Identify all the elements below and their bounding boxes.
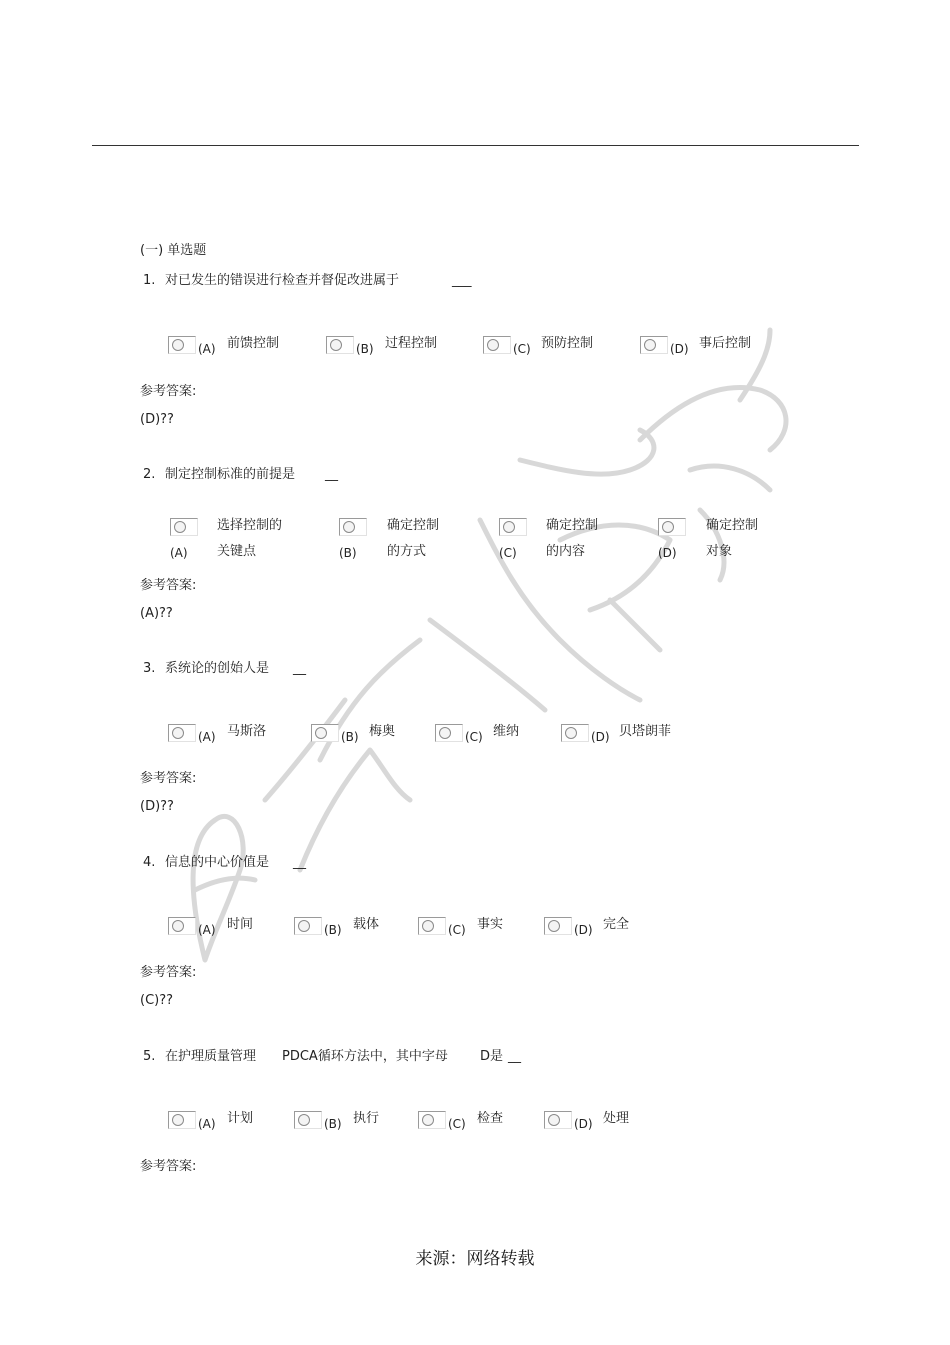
radio-option-a[interactable] [170, 518, 198, 536]
radio-option-b[interactable] [326, 336, 354, 354]
radio-option-b[interactable] [339, 518, 367, 536]
option-letter: (C) [499, 546, 517, 560]
option-letter: (A) [198, 730, 216, 744]
radio-option-d[interactable] [640, 336, 668, 354]
radio-option-b[interactable] [294, 1111, 322, 1129]
option-text-line2: 的内容 [546, 544, 586, 559]
option-letter: (B) [356, 342, 374, 356]
option-text: 梅奥 [369, 724, 396, 739]
option-letter: (D) [658, 546, 677, 560]
option-letter: (D) [574, 1117, 593, 1131]
option-text: 马斯洛 [227, 724, 267, 739]
question-text-part1: 在护理质量管理 [165, 1049, 257, 1064]
option-letter: (D) [574, 923, 593, 937]
answer-blank: __ [293, 855, 306, 870]
option-text-line2: 对象 [706, 544, 733, 559]
option-text: 过程控制 [385, 336, 438, 351]
option-letter: (C) [448, 923, 466, 937]
option-text: 事后控制 [699, 336, 752, 351]
answer-label: 参考答案: [140, 1159, 197, 1174]
question-number: 5. [143, 1049, 156, 1064]
option-letter: (A) [198, 1117, 216, 1131]
option-text: 执行 [353, 1111, 380, 1126]
answer-blank: __ [325, 467, 338, 482]
option-text: 计划 [227, 1111, 254, 1126]
answer-value: (D)?? [140, 799, 174, 814]
radio-option-a[interactable] [168, 1111, 196, 1129]
option-text-line1: 确定控制 [387, 518, 440, 533]
option-letter: (C) [513, 342, 531, 356]
radio-option-c[interactable] [483, 336, 511, 354]
answer-label: 参考答案: [140, 965, 197, 980]
option-letter: (A) [198, 923, 216, 937]
option-text: 预防控制 [541, 336, 594, 351]
question-text: 系统论的创始人是 [165, 661, 270, 676]
question-text: 信息的中心价值是 [165, 855, 270, 870]
option-text: 处理 [603, 1111, 630, 1126]
option-text-line2: 的方式 [387, 544, 427, 559]
radio-option-d[interactable] [544, 1111, 572, 1129]
answer-blank: __ [293, 661, 306, 676]
radio-option-a[interactable] [168, 336, 196, 354]
header-rule [92, 145, 859, 146]
option-text: 载体 [353, 917, 380, 932]
answer-label: 参考答案: [140, 771, 197, 786]
section-title: (一) 单选题 [140, 243, 207, 258]
option-letter: (A) [198, 342, 216, 356]
radio-option-a[interactable] [168, 917, 196, 935]
question-text: 制定控制标准的前提是 [165, 467, 296, 482]
question-text-part3: D是 [480, 1049, 504, 1064]
question-number: 1. [143, 273, 156, 288]
option-letter: (C) [448, 1117, 466, 1131]
radio-option-c[interactable] [499, 518, 527, 536]
radio-option-a[interactable] [168, 724, 196, 742]
radio-option-c[interactable] [418, 917, 446, 935]
question-text: 对已发生的错误进行检查并督促改进属于 [165, 273, 400, 288]
question-number: 4. [143, 855, 156, 870]
option-text-line1: 选择控制的 [217, 518, 283, 533]
option-text-line1: 确定控制 [706, 518, 759, 533]
option-letter: (B) [341, 730, 359, 744]
question-number: 3. [143, 661, 156, 676]
option-text-line1: 确定控制 [546, 518, 599, 533]
option-text: 贝塔朗菲 [619, 724, 672, 739]
radio-option-c[interactable] [418, 1111, 446, 1129]
answer-blank: __ [508, 1049, 521, 1064]
radio-option-c[interactable] [435, 724, 463, 742]
option-text: 时间 [227, 917, 254, 932]
option-letter: (D) [591, 730, 610, 744]
answer-value: (D)?? [140, 412, 174, 427]
question-number: 2. [143, 467, 156, 482]
option-text: 事实 [477, 917, 504, 932]
option-letter: (B) [339, 546, 357, 560]
option-text: 前馈控制 [227, 336, 280, 351]
radio-option-d[interactable] [544, 917, 572, 935]
option-letter: (D) [670, 342, 689, 356]
answer-value: (C)?? [140, 993, 174, 1008]
radio-option-b[interactable] [294, 917, 322, 935]
option-letter: (A) [170, 546, 188, 560]
question-text-part2: PDCA循环方法中，其中字母 [282, 1049, 448, 1064]
option-text: 完全 [603, 917, 630, 932]
option-text: 检查 [477, 1111, 504, 1126]
answer-label: 参考答案: [140, 578, 197, 593]
option-letter: (B) [324, 1117, 342, 1131]
answer-label: 参考答案: [140, 384, 197, 399]
answer-value: (A)?? [140, 606, 173, 621]
radio-option-b[interactable] [311, 724, 339, 742]
answer-blank: ___ [452, 273, 472, 288]
option-letter: (C) [465, 730, 483, 744]
radio-option-d[interactable] [561, 724, 589, 742]
radio-option-d[interactable] [658, 518, 686, 536]
option-letter: (B) [324, 923, 342, 937]
option-text-line2: 关键点 [217, 544, 257, 559]
option-text: 维纳 [493, 724, 520, 739]
page-footer: 来源：网络转载 [415, 1249, 535, 1269]
